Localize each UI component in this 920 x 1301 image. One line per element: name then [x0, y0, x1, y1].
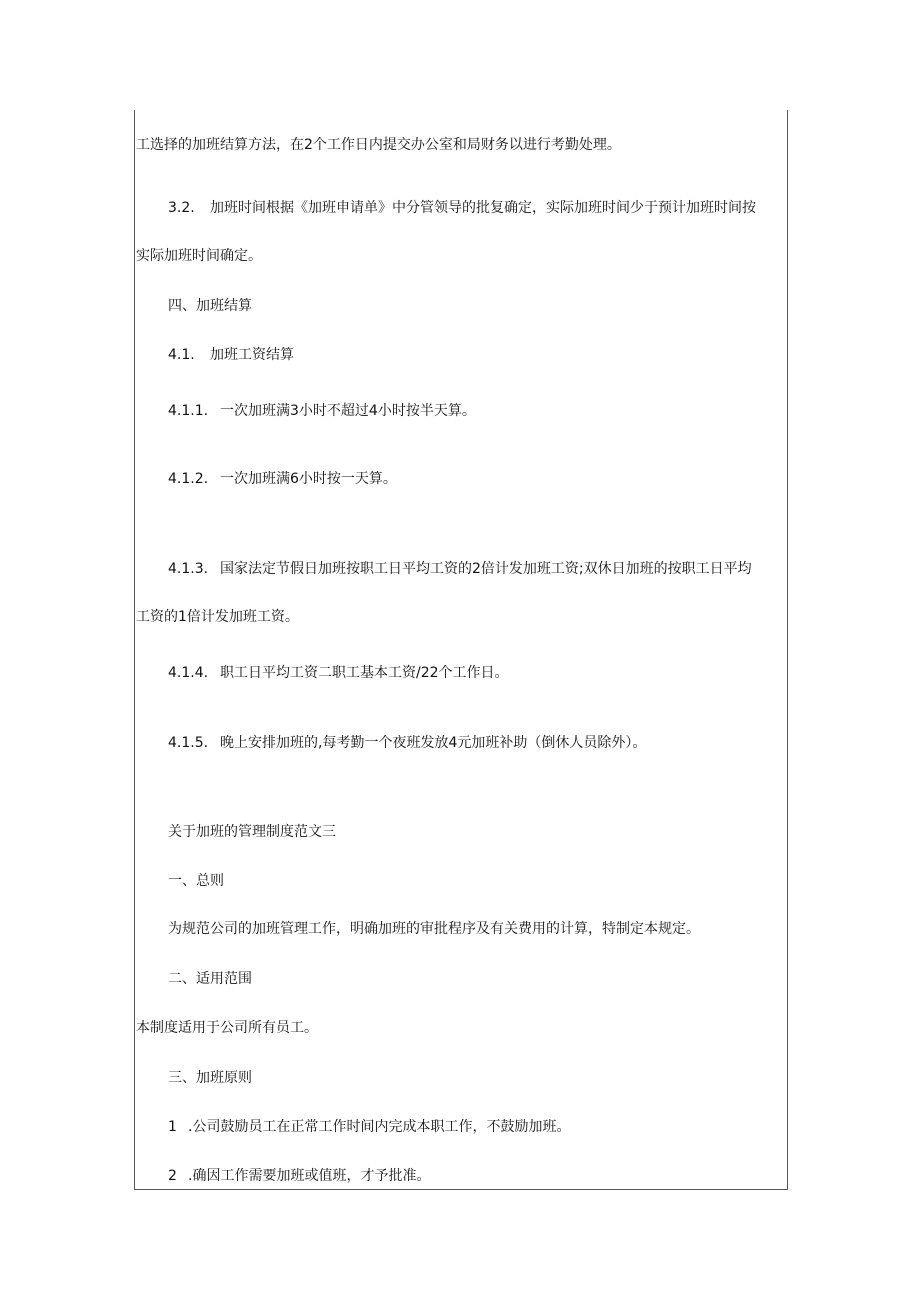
section-heading: 三、加班原则 [168, 1070, 252, 1086]
item-text: 职工日平均工资二职工基本工资/22个工作日。 [220, 665, 509, 681]
item-number: 1 [168, 1119, 177, 1135]
numbered-item-4-1-1 [168, 401, 476, 421]
text-line: 实际加班时间确定。 [136, 248, 262, 264]
item-text: 加班时间根据《加班申请单》中分管领导的批复确定，实际加班时间少于预计加班时间按 [210, 200, 756, 216]
item-number: 4.1.2. [168, 471, 209, 487]
item-text: 一次加班满6小时按一天算。 [220, 471, 397, 487]
numbered-item-3-2 [168, 198, 756, 218]
text-line: 工资的1倍计发加班工资。 [136, 609, 299, 625]
item-number: 3.2. [168, 200, 195, 216]
text-line: 工选择的加班结算方法，在2个工作日内提交办公室和局财务以进行考勤处理。 [136, 137, 621, 153]
item-number: 4.1.1. [168, 403, 209, 419]
item-number: 4.1.3. [168, 561, 209, 577]
item-text: .公司鼓励员工在正常工作时间内完成本职工作，不鼓励加班。 [188, 1119, 571, 1135]
item-text: 一次加班满3小时不超过4小时按半天算。 [220, 403, 476, 419]
numbered-item-4-1-2 [168, 469, 397, 489]
item-text: .确因工作需要加班或值班，才予批准。 [188, 1168, 431, 1184]
numbered-item-4-1-5 [168, 733, 646, 753]
item-number: 2 [168, 1168, 177, 1184]
paragraph: 本制度适用于公司所有员工。 [136, 1020, 318, 1036]
item-text: 晚上安排加班的,每考勤一个夜班发放4元加班补助（倒休人员除外）。 [220, 735, 647, 751]
numbered-item-4-1-4 [168, 663, 509, 683]
numbered-item-4-1 [168, 345, 294, 365]
item-text: 国家法定节假日加班按职工日平均工资的2倍计发加班工资;双休日加班的按职工日平均 [220, 561, 752, 577]
paragraph: 为规范公司的加班管理工作，明确加班的审批程序及有关费用的计算，特制定本规定。 [168, 921, 700, 937]
item-text: 加班工资结算 [210, 347, 294, 363]
section-heading: 二、适用范围 [168, 971, 252, 987]
section-heading: 一、总则 [168, 873, 224, 889]
numbered-item-2 [168, 1166, 430, 1186]
item-number: 4.1.4. [168, 665, 209, 681]
item-number: 4.1. [168, 347, 195, 363]
item-number: 4.1.5. [168, 735, 209, 751]
numbered-item-4-1-3 [168, 559, 752, 579]
article-title: 关于加班的管理制度范文三 [168, 824, 336, 840]
numbered-item-1 [168, 1117, 570, 1137]
section-heading: 四、加班结算 [168, 298, 252, 314]
